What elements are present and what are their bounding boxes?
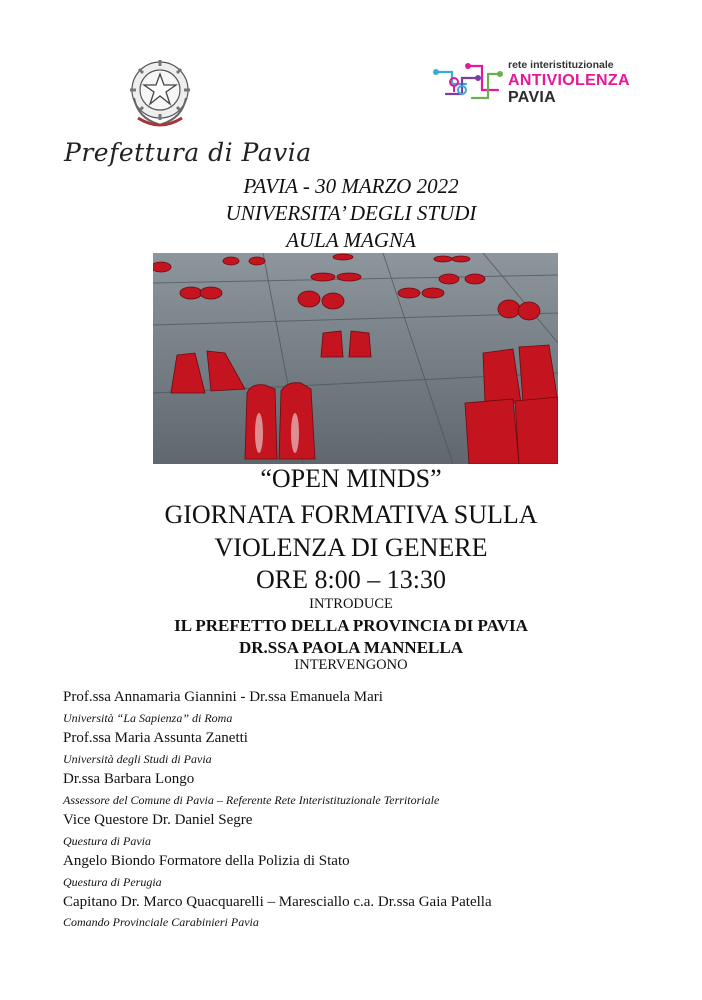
speaker-affiliation: Questura di Perugia — [63, 875, 162, 889]
speaker-affiliation: Università degli Studi di Pavia — [63, 752, 212, 766]
speaker-name: Capitano Dr. Marco Quacquarelli – Maresciallo c.a. Dr.ssa Gaia Patella — [63, 894, 492, 910]
speaker-affiliation: Assessore del Comune di Pavia – Referente Rete Interistituzionale Territoriale — [63, 793, 440, 807]
network-main-text: ANTIVIOLENZA — [508, 71, 630, 89]
intervengono-label: INTERVENGONO — [294, 657, 408, 673]
event-subtitle-line-2: VIOLENZA DI GENERE — [214, 533, 488, 562]
red-shoes-photo — [153, 253, 558, 464]
prefetto-title: IL PREFETTO DELLA PROVINCIA DI PAVIA — [174, 616, 528, 635]
event-room: AULA MAGNA — [286, 228, 416, 252]
network-city-text: PAVIA — [508, 88, 557, 106]
speaker-affiliation: Questura di Pavia — [63, 834, 151, 848]
speaker-affiliation: Comando Provinciale Carabinieri Pavia — [63, 915, 259, 929]
event-title: “OPEN MINDS” — [260, 464, 442, 493]
antiviolenza-network-logo-icon — [432, 60, 504, 104]
speaker-name: Prof.ssa Maria Assunta Zanetti — [63, 730, 248, 746]
introduce-label: INTRODUCE — [309, 596, 393, 612]
event-date: PAVIA - 30 MARZO 2022 — [243, 174, 459, 198]
speaker-name: Vice Questore Dr. Daniel Segre — [63, 812, 253, 828]
speaker-name: Dr.ssa Barbara Longo — [63, 771, 195, 787]
speaker-affiliation: Università “La Sapienza” di Roma — [63, 711, 233, 725]
republic-emblem-icon — [124, 54, 196, 134]
network-small-text: rete interistituzionale — [508, 59, 614, 71]
event-venue: UNIVERSITA’ DEGLI STUDI — [225, 201, 477, 225]
event-subtitle-line-1: GIORNATA FORMATIVA SULLA — [164, 500, 538, 529]
antiviolenza-network-wordmark — [508, 60, 630, 106]
speaker-name: Angelo Biondo Formatore della Polizia di Stato — [63, 853, 350, 869]
speaker-name: Prof.ssa Annamaria Giannini - Dr.ssa Emanuela Mari — [63, 689, 383, 705]
prefettura-title: Prefettura di Pavia — [64, 138, 312, 167]
prefetto-name: DR.SSA PAOLA MANNELLA — [238, 638, 464, 657]
event-hours: ORE 8:00 – 13:30 — [256, 565, 446, 594]
